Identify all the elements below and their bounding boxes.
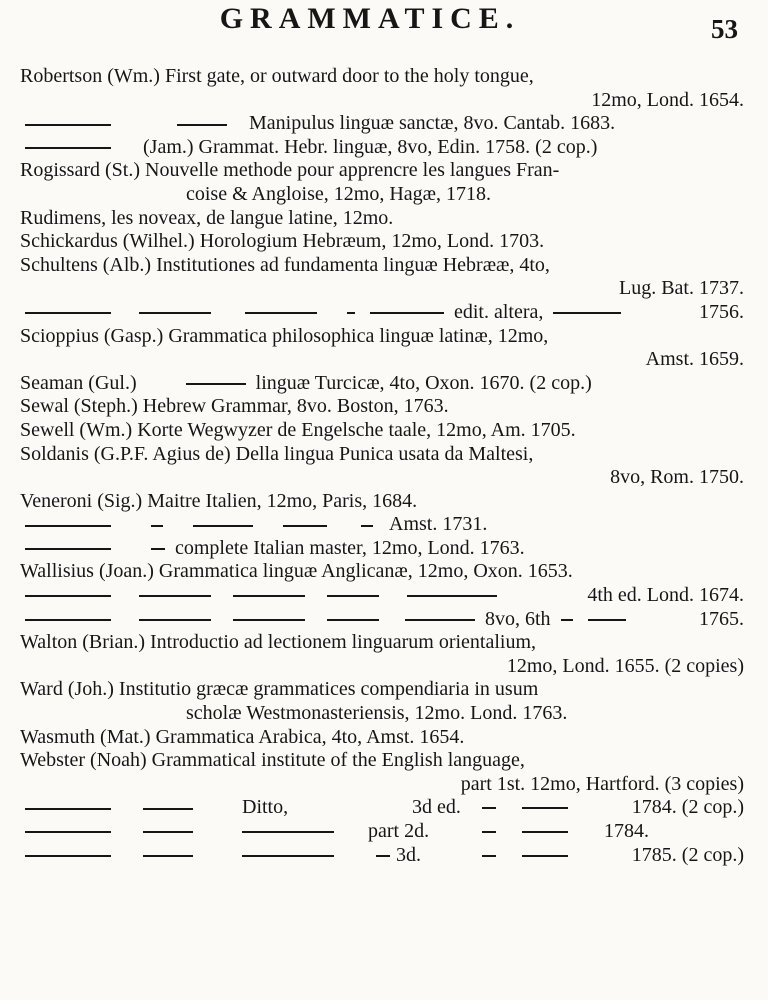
entry-text: 1756.	[699, 300, 744, 323]
entry-text: Scioppius (Gasp.) Grammatica philosophica linguæ latinæ, 12mo,	[20, 324, 549, 347]
entry-line	[0, 702, 768, 726]
ditto-dash	[370, 312, 444, 314]
ditto-dash	[25, 525, 111, 527]
ditto-dash	[522, 831, 568, 833]
entry-line	[0, 490, 768, 514]
ditto-dash	[245, 312, 317, 314]
entry-text: 3d ed.	[412, 796, 461, 819]
page-header	[0, 2, 768, 46]
entry-text: Amst. 1731.	[389, 513, 488, 536]
ditto-dash	[151, 525, 163, 527]
entry-line	[0, 395, 768, 419]
ditto-dash	[361, 525, 373, 527]
entry-text: Webster (Noah) Grammatical institute of the English language,	[20, 749, 525, 772]
entry-text: Sewell (Wm.) Korte Wegwyzer de Engelsche taale, 12mo, Am. 1705.	[20, 418, 576, 441]
ditto-dash	[177, 124, 227, 126]
entry-line	[0, 65, 768, 89]
entry-line	[0, 254, 768, 278]
entry-line	[0, 230, 768, 254]
ditto-dash	[242, 855, 334, 857]
entry-list	[0, 65, 768, 867]
entry-text: 8vo, 6th	[485, 607, 551, 630]
ditto-dash	[482, 807, 496, 809]
entry-text: Walton (Brian.) Introductio ad lectionem linguarum orientalium,	[20, 631, 537, 654]
ditto-dash	[143, 855, 193, 857]
entry-text: Rogissard (St.) Nouvelle methode pour apprencre les langues Fran-	[20, 159, 560, 182]
ditto-dash	[25, 312, 111, 314]
entry-text: 1784.	[604, 820, 649, 842]
entry-text: 3d.	[396, 843, 421, 866]
entry-line	[0, 678, 768, 702]
entry-text: part 1st. 12mo, Hartford. (3 copies)	[460, 772, 744, 795]
entry-text: Ditto,	[242, 796, 289, 819]
ditto-dash	[233, 619, 305, 621]
ditto-dash	[139, 312, 211, 314]
entry-line	[0, 277, 768, 301]
entry-line	[0, 608, 768, 632]
entry-line	[0, 796, 768, 820]
ditto-dash	[283, 525, 327, 527]
entry-text: Robertson (Wm.) First gate, or outward door to the holy tongue,	[20, 65, 534, 87]
entry-text: Ward (Joh.) Institutio græcæ grammatices compendiaria in usum	[20, 678, 539, 701]
ditto-dash	[139, 595, 211, 597]
entry-text: Schultens (Alb.) Institutiones ad fundamenta linguæ Hebrææ, 4to,	[20, 253, 550, 276]
ditto-dash	[405, 619, 475, 621]
ditto-dash	[376, 855, 390, 857]
entry-line	[0, 183, 768, 207]
ditto-dash	[327, 619, 379, 621]
page-number: 53	[711, 14, 738, 44]
entry-text: 12mo, Lond. 1654.	[591, 88, 744, 111]
entry-line	[0, 749, 768, 773]
entry-text: 8vo, Rom. 1750.	[610, 466, 744, 489]
ditto-dash	[25, 808, 111, 810]
entry-text: 1785. (2 cop.)	[631, 843, 744, 866]
entry-text: 1765.	[699, 607, 744, 630]
ditto-dash	[522, 807, 568, 809]
entry-line	[0, 537, 768, 561]
ditto-dash	[25, 595, 111, 597]
entry-text: coise & Angloise, 12mo, Hagæ, 1718.	[186, 182, 491, 205]
entry-line	[0, 466, 768, 490]
entry-text: Amst. 1659.	[645, 348, 744, 371]
entry-line	[0, 419, 768, 443]
entry-text: (Jam.) Grammat. Hebr. linguæ, 8vo, Edin. 1758. (2 cop.)	[143, 135, 598, 158]
ditto-dash	[327, 595, 379, 597]
entry-text: Schickardus (Wilhel.) Horologium Hebræum, 12mo, Lond. 1703.	[20, 230, 545, 253]
entry-text: linguæ Turcicæ, 4to, Oxon. 1670. (2 cop.)	[255, 371, 592, 394]
ditto-dash	[242, 831, 334, 833]
entry-line	[0, 112, 768, 136]
ditto-dash	[143, 808, 193, 810]
entry-line	[0, 655, 768, 679]
entry-text: edit. altera,	[454, 300, 544, 323]
entry-text: part 2d.	[368, 820, 430, 842]
ditto-dash	[561, 619, 573, 621]
ditto-dash	[233, 595, 305, 597]
entry-text: Manipulus linguæ sanctæ, 8vo. Cantab. 1683.	[249, 112, 616, 135]
entry-line	[0, 513, 768, 537]
ditto-dash	[407, 595, 497, 597]
ditto-dash	[25, 619, 111, 621]
entry-text: Seaman (Gul.)	[20, 371, 137, 394]
entry-line	[0, 584, 768, 608]
ditto-dash	[482, 855, 496, 857]
entry-text: 1784. (2 cop.)	[631, 796, 744, 819]
ditto-dash	[25, 147, 111, 149]
entry-text: Veneroni (Sig.) Maitre Italien, 12mo, Paris, 1684.	[20, 489, 418, 512]
ditto-dash	[522, 855, 568, 857]
ditto-dash	[151, 548, 165, 550]
entry-text: 12mo, Lond. 1655. (2 copies)	[506, 654, 744, 677]
ditto-dash	[139, 619, 211, 621]
ditto-dash	[553, 312, 621, 314]
entry-line	[0, 773, 768, 797]
ditto-dash	[25, 831, 111, 833]
entry-text: Sewal (Steph.) Hebrew Grammar, 8vo. Boston, 1763.	[20, 395, 449, 418]
ditto-dash	[143, 831, 193, 833]
entry-line	[0, 348, 768, 372]
entry-line	[0, 631, 768, 655]
entry-line	[0, 325, 768, 349]
ditto-dash	[25, 124, 111, 126]
entry-line	[0, 820, 768, 844]
entry-line	[0, 89, 768, 113]
entry-line	[0, 159, 768, 183]
entry-text: Wasmuth (Mat.) Grammatica Arabica, 4to, Amst. 1654.	[20, 725, 465, 748]
entry-text: scholæ Westmonasteriensis, 12mo. Lond. 1763.	[186, 702, 568, 725]
entry-line	[0, 136, 768, 160]
entry-text: Wallisius (Joan.) Grammatica linguæ Anglicanæ, 12mo, Oxon. 1653.	[20, 560, 573, 583]
running-title: GRAMMATICE.	[219, 2, 521, 35]
entry-line	[0, 560, 768, 584]
entry-text: Lug. Bat. 1737.	[619, 277, 744, 300]
entry-text: complete Italian master, 12mo, Lond. 1763.	[175, 536, 525, 559]
ditto-dash	[25, 548, 111, 550]
ditto-dash	[482, 831, 496, 833]
entry-line	[0, 207, 768, 231]
entry-text: Soldanis (G.P.F. Agius de) Della lingua Punica usata da Maltesi,	[20, 442, 534, 465]
ditto-dash	[25, 855, 111, 857]
entry-text: 4th ed. Lond. 1674.	[587, 584, 744, 607]
ditto-dash	[193, 525, 253, 527]
ditto-dash	[347, 312, 355, 314]
ditto-dash	[186, 383, 246, 385]
entry-text: Rudimens, les noveax, de langue latine, 12mo.	[20, 206, 394, 229]
ditto-dash	[588, 619, 626, 621]
entry-line	[0, 844, 768, 868]
entry-line	[0, 301, 768, 325]
entry-line	[0, 726, 768, 750]
entry-line	[0, 372, 768, 396]
entry-line	[0, 443, 768, 467]
